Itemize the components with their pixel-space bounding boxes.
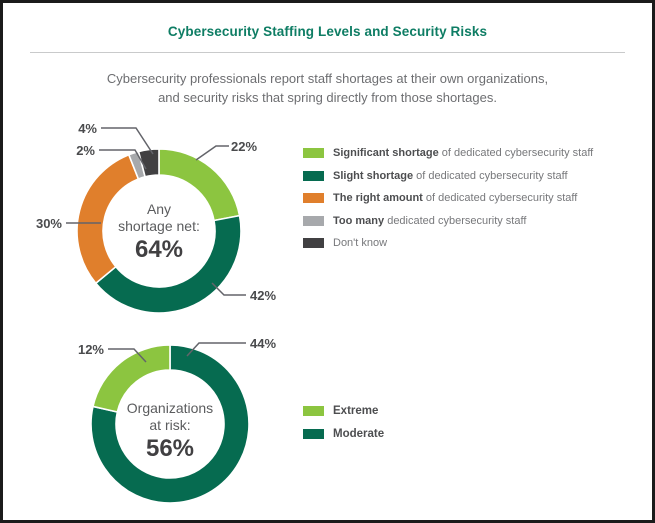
donut2-center-line2: at risk: — [149, 417, 191, 433]
subtitle-line-1: Cybersecurity professionals report staff shortages at their own organizations, — [106, 71, 549, 86]
callout-label-extreme: 12% — [77, 342, 104, 357]
donut2-center-label — [100, 400, 240, 462]
callout-label-slight-shortage: 42% — [250, 288, 277, 303]
legend-label: Extreme — [333, 404, 379, 417]
legend-label-bold: Slight shortage — [333, 169, 414, 182]
legend-label-rest: Don't know — [333, 237, 388, 250]
legend-staffing-levels — [303, 142, 593, 255]
legend-label-rest: of dedicated cybersecurity staff — [413, 169, 568, 182]
legend-label: Moderate — [333, 427, 385, 440]
legend-organizations-at-risk — [303, 399, 384, 445]
legend-color-swatch-icon — [303, 171, 324, 181]
legend-label-bold: The right amount — [333, 192, 423, 205]
legend-label-bold: Too many — [333, 214, 385, 227]
donut1-center-label — [89, 201, 229, 263]
legend-color-swatch-icon — [303, 216, 324, 226]
donut1-center-line1: Any — [146, 201, 172, 217]
legend-item-slight-shortage — [303, 165, 593, 188]
donut2-center-line1: Organizations — [126, 400, 214, 416]
callout-line-22 — [196, 146, 229, 160]
legend-color-swatch-icon — [303, 148, 324, 158]
legend-label-rest: of dedicated cybersecurity staff — [422, 192, 578, 205]
legend-label-rest: dedicated cybersecurity staff — [384, 214, 527, 227]
legend-color-swatch-icon — [303, 406, 324, 416]
legend-item-significant-shortage — [303, 142, 593, 165]
donut1-center-value: 64% — [134, 236, 184, 263]
callout-label-right-amount: 30% — [35, 216, 62, 231]
callout-label-too-many: 2% — [76, 143, 95, 158]
callout-label-moderate: 44% — [250, 336, 277, 351]
callout-label-dont-know: 4% — [78, 121, 97, 136]
subtitle-line-2: and security risks that spring directly from those shortages. — [158, 90, 497, 105]
legend-item-extreme — [303, 399, 384, 422]
legend-label-rest: of dedicated cybersecurity staff — [438, 147, 594, 160]
legend-color-swatch-icon — [303, 193, 324, 203]
legend-color-swatch-icon — [303, 429, 324, 439]
legend-item-right-amount — [303, 187, 593, 210]
callout-label-significant-shortage: 22% — [231, 139, 258, 154]
page-title: Cybersecurity Staffing Levels and Security Risks — [167, 24, 488, 39]
donut1-center-line2: shortage net: — [118, 218, 200, 234]
donut2-center-value: 56% — [145, 435, 195, 462]
legend-item-too-many — [303, 210, 593, 233]
legend-item-moderate — [303, 422, 384, 445]
legend-item-dont-know — [303, 232, 593, 255]
legend-color-swatch-icon — [303, 238, 324, 248]
legend-label-bold: Significant shortage — [333, 147, 439, 160]
